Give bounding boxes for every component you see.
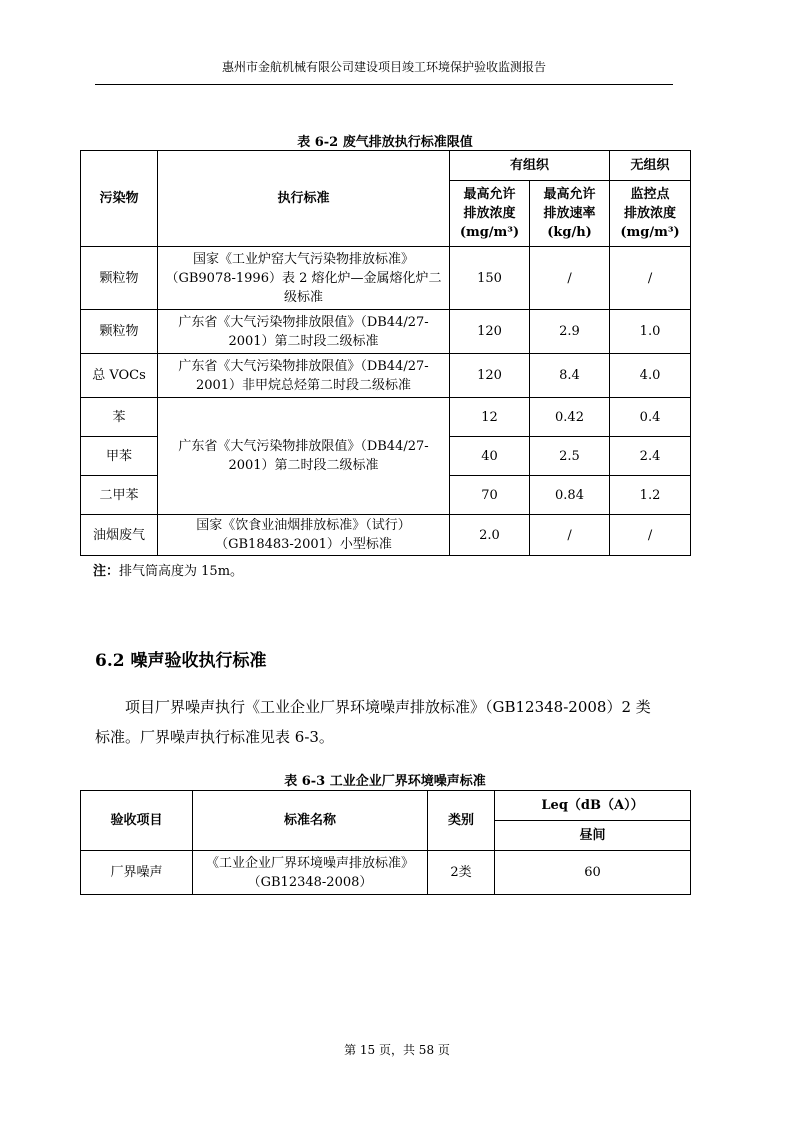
cell-pollutant: 总 VOCs <box>81 354 158 398</box>
header-monitor-conc: 监控点 排放浓度 (mg/m³) <box>610 181 691 247</box>
cell-conc: 120 <box>450 354 530 398</box>
cell-standard: 国家《工业炉窑大气污染物排放标准》（GB9078-1996）表 2 熔化炉—金属熔化炉二级标准 <box>158 247 450 310</box>
paragraph-line-1: 项目厂界噪声执行《工业企业厂界环境噪声排放标准》（GB12348-2008）2 类 <box>125 698 651 716</box>
cell-pollutant: 二甲苯 <box>81 476 158 515</box>
cell-standard: 广东省《大气污染物排放限值》（DB44/27-2001）第二时段二级标准 <box>158 310 450 354</box>
table-row <box>81 354 691 398</box>
cell-rate: 0.42 <box>530 398 610 437</box>
cell-conc: 120 <box>450 310 530 354</box>
header-name: 标准名称 <box>193 791 428 851</box>
cell-conc: 70 <box>450 476 530 515</box>
page-footer: 第 15 页，共 58 页 <box>344 1043 450 1057</box>
table-row <box>81 851 691 895</box>
cell-rate: / <box>530 247 610 310</box>
header-category: 类别 <box>428 791 495 851</box>
cell-rate: / <box>530 515 610 556</box>
header-unorganized: 无组织 <box>610 151 691 181</box>
table-row <box>81 398 691 437</box>
cell-pollutant: 颗粒物 <box>81 247 158 310</box>
header-max-rate: 最高允许 排放速率 (kg/h) <box>530 181 610 247</box>
cell-monitor: 4.0 <box>610 354 691 398</box>
cell-monitor: 1.0 <box>610 310 691 354</box>
section-heading: 6.2 噪声验收执行标准 <box>95 651 267 671</box>
cell-pollutant: 颗粒物 <box>81 310 158 354</box>
table-note <box>93 560 243 579</box>
cell-name: 《工业企业厂界环境噪声排放标准》（GB12348-2008） <box>193 851 428 895</box>
cell-day: 60 <box>495 851 691 895</box>
table-row <box>81 515 691 556</box>
cell-monitor: 0.4 <box>610 398 691 437</box>
note-label: 注： <box>93 564 120 579</box>
cell-rate: 8.4 <box>530 354 610 398</box>
cell-monitor: 1.2 <box>610 476 691 515</box>
cell-monitor: / <box>610 515 691 556</box>
header-standard: 执行标准 <box>158 151 450 247</box>
cell-conc: 150 <box>450 247 530 310</box>
report-title: 惠州市金航机械有限公司建设项目竣工环境保护验收监测报告 <box>221 60 546 74</box>
paragraph-line-2: 标准。厂界噪声执行标准见表 6-3。 <box>95 728 334 746</box>
cell-category: 2类 <box>428 851 495 895</box>
header-day: 昼间 <box>495 821 691 851</box>
table-row <box>81 247 691 310</box>
page-header <box>95 58 673 85</box>
cell-conc: 12 <box>450 398 530 437</box>
cell-pollutant: 甲苯 <box>81 437 158 476</box>
header-pollutant: 污染物 <box>81 151 158 247</box>
cell-rate: 2.9 <box>530 310 610 354</box>
header-max-conc: 最高允许 排放浓度 (mg/m³) <box>450 181 530 247</box>
section-paragraph <box>95 692 695 752</box>
cell-monitor: 2.4 <box>610 437 691 476</box>
cell-conc: 40 <box>450 437 530 476</box>
table-row <box>81 310 691 354</box>
cell-conc: 2.0 <box>450 515 530 556</box>
table-6-3 <box>80 790 691 895</box>
cell-pollutant: 油烟废气 <box>81 515 158 556</box>
table-6-2 <box>80 150 691 556</box>
cell-standard: 广东省《大气污染物排放限值》（DB44/27-2001）第二时段二级标准 <box>158 398 450 515</box>
cell-rate: 2.5 <box>530 437 610 476</box>
cell-monitor: / <box>610 247 691 310</box>
table-6-2-caption: 表 6-2 废气排放执行标准限值 <box>297 135 473 150</box>
cell-rate: 0.84 <box>530 476 610 515</box>
table-6-3-caption: 表 6-3 工业企业厂界环境噪声标准 <box>284 774 486 789</box>
cell-standard: 国家《饮食业油烟排放标准》（试行）（GB18483-2001）小型标准 <box>158 515 450 556</box>
cell-item: 厂界噪声 <box>81 851 193 895</box>
header-leq: Leq（dB（A）） <box>495 791 691 821</box>
note-text: 排气筒高度为 15m。 <box>119 564 244 579</box>
header-item: 验收项目 <box>81 791 193 851</box>
cell-standard: 广东省《大气污染物排放限值》（DB44/27-2001）非甲烷总烃第二时段二级标准 <box>158 354 450 398</box>
cell-pollutant: 苯 <box>81 398 158 437</box>
header-organized: 有组织 <box>450 151 610 181</box>
